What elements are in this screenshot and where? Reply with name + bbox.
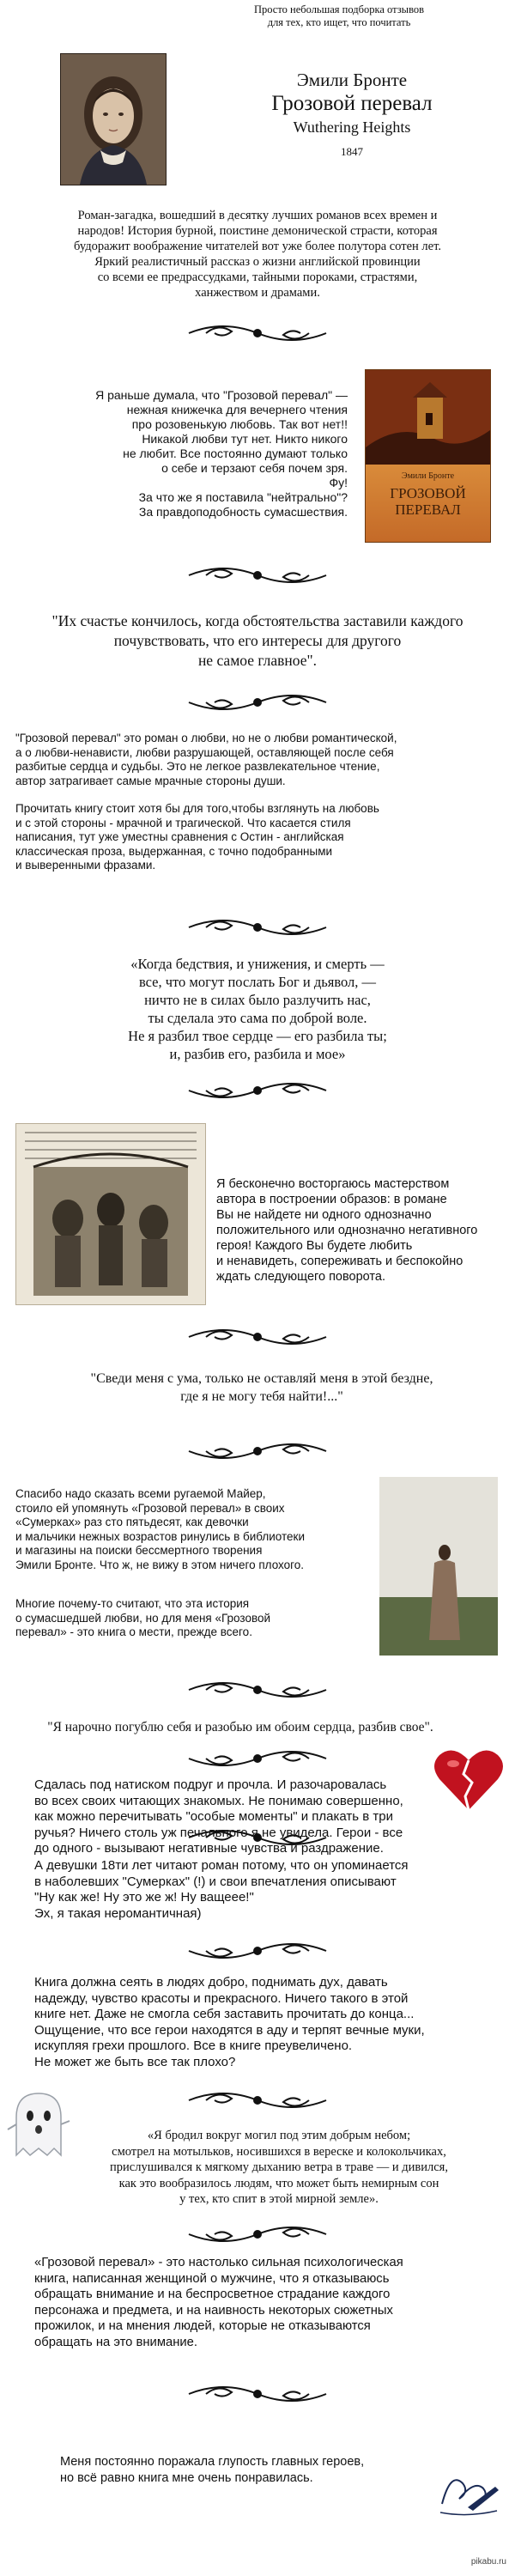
text-line: надежду, чувство красоты и прекрасного. Ничего такого в этой [34, 1990, 409, 2006]
text-line: искупляя грехи прошлого. Все в книге преувеличено. [34, 2038, 353, 2053]
text-line: разбитые сердца и судьбы. Это не легкое развлекательное чтение, [15, 760, 380, 773]
text-line: о себе и терзают себя почем зря. [161, 461, 348, 475]
woman-photo [379, 1477, 498, 1656]
text-line: Ощущение, что все герои находятся в аду и терпят вечные муки, [34, 2022, 425, 2038]
text-line: А девушки 18ти лет читают роман потому, что он упоминается [34, 1858, 409, 1873]
review-3 [216, 1176, 495, 1285]
text-line: будоражит воображение читателей вот уже более полутора сотен лет. [74, 240, 441, 253]
text-line: ханжеством и драмами. [195, 286, 320, 300]
text-line: ручья? Ничего столь уж печального я не увидела. Герои - все [34, 1825, 403, 1840]
text-line: Не может же быть все так плохо? [34, 2054, 236, 2069]
text-line: о сумасшедшей любви, но для меня «Грозовой [15, 1611, 271, 1625]
text-line: и магазины на поиски бессмертного творения [15, 1544, 263, 1557]
quote-5 [77, 2128, 481, 2208]
review-4 [15, 1487, 376, 1572]
intro-note [223, 3, 455, 29]
ornament-divider [180, 1932, 335, 1970]
ornament-divider [180, 2081, 335, 2119]
text-line: почувствовать, что его интересы для другого [113, 632, 402, 649]
review-9 [34, 2255, 489, 2350]
ornament-divider [180, 908, 335, 946]
text-line: Многие почему-то считают, что эта история [15, 1597, 250, 1610]
text-line: как можно перечитывать "особые моменты" и плакать в три [34, 1809, 393, 1824]
text-line: ты сделала это сама по доброй воле. [148, 1010, 367, 1026]
ornament-divider [180, 1432, 335, 1470]
text-line: Сдалась под натиском подруг и прочла. И разочаровалась [34, 1777, 387, 1792]
author-name: Эмили Бронте [296, 70, 408, 90]
review-7 [34, 1858, 489, 1922]
woman-in-field-image [379, 1477, 498, 1656]
ornament-divider [180, 314, 335, 352]
cover-title-line: ГРОЗОВОЙ [390, 485, 466, 501]
text-line: до одного - вызывают негативные чувства и раздражение. [34, 1841, 384, 1856]
quote-1 [17, 611, 498, 671]
text-line: "Сведи меня с ума, только не оставляй меня в этой бездне, [90, 1371, 433, 1386]
site-watermark: pikabu.ru [470, 2557, 506, 2567]
text-line: прислушивался к мягкому дыханию ветра в траве — и дивился, [110, 2160, 448, 2174]
text-line: прожилок, и на мнения людей, которые не отказываются [34, 2319, 371, 2333]
ornament-divider [180, 1072, 335, 1109]
publication-year: 1847 [341, 145, 363, 158]
text-line: где я не могу тебя найти!..." [180, 1389, 343, 1404]
text-line: написания, тут уже уместны сравнения с Остин - английская [15, 830, 344, 843]
signature-icon [433, 2463, 502, 2523]
text-line: со всеми ее предрассудками, тайными пороками, страстями, [97, 270, 418, 284]
ornament-divider [180, 1671, 335, 1709]
cover-author: Эмили Бронте [401, 471, 455, 481]
engraving-illustration [15, 1123, 206, 1305]
text-line: автора в построении образов: в романе [216, 1193, 447, 1206]
text-line: Никакой любви тут нет. Никто никого [142, 432, 348, 446]
quote-4: "Я нарочно погублю себя и разобью им обоим сердца, разбив свое". [47, 1720, 433, 1735]
text-line: «Сумерках» раз сто пятьдесят, как девочки [15, 1516, 249, 1528]
portrait-illustration [61, 54, 166, 185]
book-cover [365, 369, 491, 543]
text-line: нежная книжечка для вечернего чтения [126, 403, 348, 416]
text-line: Вы не найдете ни одного однозначно [216, 1208, 432, 1222]
text-line: обращать на это внимание. [34, 2335, 198, 2349]
text-line: ничто не в силах было разлучить нас, [144, 992, 371, 1008]
book-title: Грозовой перевал [271, 92, 433, 115]
text-line: книга, написанная женщиной о мужчине, что я отказываюсь [34, 2271, 390, 2286]
text-line: "Их счастье кончилось, когда обстоятельства заставили каждого [52, 612, 464, 629]
text-line: и с этой стороны - мрачной и трагической. Что касается стиля [15, 816, 351, 829]
text-line: перевал» - это книга о мести, прежде всего. [15, 1625, 252, 1638]
cover-illustration [366, 370, 490, 465]
text-line: в наболевших "Сумерках" (!) и свои впечатления описывают [34, 1874, 397, 1889]
text-line: За что же я поставила "нейтрально"? [138, 490, 348, 504]
paragraph-gap [15, 788, 500, 802]
text-line: За правдоподобность сумасшествия. [138, 505, 348, 519]
intro-note-line: для тех, кто ищет, что почитать [267, 16, 411, 28]
text-line: про розовенькую любовь. Так вот нет!! [131, 417, 348, 431]
text-line: все, что могут послать Бог и дьявол, — [138, 974, 377, 990]
engraving-scene [16, 1124, 205, 1304]
text-line: стоило ей упомянуть «Грозовой перевал» в своих [15, 1501, 285, 1515]
text-line: положительного или однозначно негативного [216, 1224, 478, 1237]
text-line: а о любви-ненависти, любви разрушающей, оставляющей после себя [15, 745, 394, 759]
text-line: Я бесконечно восторгаюсь мастерством [216, 1177, 450, 1191]
text-line: но всё равно книга мне очень понравилась. [60, 2470, 313, 2485]
text-line: и, разбив его, разбила и мое» [169, 1046, 346, 1062]
text-line: Спасибо надо сказать всеми ругаемой Майер, [15, 1487, 266, 1500]
text-line: как это вообразилось людям, что может быть немирным сон [118, 2176, 439, 2190]
ornament-divider [180, 1318, 335, 1356]
cover-title [366, 485, 490, 518]
review-5 [15, 1597, 376, 1640]
quote-3 [77, 1370, 446, 1406]
cover-title-line: ПЕРЕВАЛ [395, 501, 461, 518]
ornament-divider [180, 683, 335, 721]
text-line: Не я разбил твое сердце — его разбила ты; [128, 1028, 387, 1044]
text-line: Фу! [329, 476, 348, 489]
text-line: смотрел на мотыльков, носившихся в вереске и колокольчиках, [112, 2144, 446, 2159]
text-line: ждать следующего поворота. [216, 1270, 385, 1284]
text-line: «Я бродил вокруг могил под этим добрым небом; [147, 2129, 411, 2142]
text-line: героя! Каждого Вы будете любить [216, 1239, 413, 1253]
text-line: книге нет. Даже не смогла себя заставить прочитать до конца... [34, 2007, 415, 2021]
text-line: во всех своих читающих знакомых. Не понимаю совершенно, [34, 1793, 403, 1808]
text-line: у тех, кто спит в этой мирной земле». [179, 2192, 379, 2206]
text-line: Я раньше думала, что "Грозовой перевал" — [95, 388, 348, 402]
review-6 [34, 1777, 489, 1857]
original-title: Wuthering Heights [293, 118, 411, 136]
author-portrait [60, 53, 167, 185]
text-line: автор затрагивает самые мрачные стороны души. [15, 774, 286, 787]
book-title-block [232, 69, 472, 160]
ornament-divider [180, 1740, 335, 1777]
text-line: персонажа и предмета, и на наивность некоторых сюжетных [34, 2303, 393, 2318]
text-line: Прочитать книгу стоит хотя бы для того,чтобы взглянуть на любовь [15, 802, 379, 815]
ornament-divider [180, 2215, 335, 2253]
review-10 [60, 2454, 438, 2486]
intro-note-line: Просто небольшая подборка отзывов [253, 3, 425, 15]
review-2 [15, 732, 500, 873]
text-line: «Грозовой перевал» - это настолько сильная психологическая [34, 2256, 403, 2269]
text-line: Роман-загадка, вошедший в десятку лучших романов всех времен и [77, 209, 438, 222]
text-line: Книга должна сеять в людях добро, поднимать дух, давать [34, 1975, 388, 1990]
text-line: «Когда бедствия, и унижения, и смерть — [130, 956, 385, 972]
text-line: Эх, я такая неромантичная) [34, 1905, 202, 1921]
quote-2 [77, 955, 438, 1063]
text-line: Эмили Бронте. Что ж, не вижу в этом ничего плохого. [15, 1558, 305, 1571]
text-line: народов! История бурной, поистине демонической страсти, которая [77, 224, 438, 238]
text-line: обращать внимание и на беспросветное страдание каждого [34, 2287, 391, 2301]
review-1 [26, 388, 348, 519]
text-line: "Ну как же! Ну это же ж! Ну ващеее!" [34, 1890, 254, 1905]
intro-paragraph [30, 208, 485, 301]
text-line: не самое главное". [197, 652, 318, 669]
text-line: и мальчики нежных возрастов ринулись в библиотеки [15, 1529, 306, 1543]
text-line: Яркий реалистичный рассказ о жизни английской провинции [94, 255, 421, 269]
review-8 [34, 1975, 489, 2070]
text-line: и выверенными фразами. [15, 859, 156, 872]
ornament-divider [180, 556, 335, 594]
ornament-divider [180, 2375, 335, 2413]
ghost-icon [4, 2087, 73, 2160]
text-line: и ненавидеть, сопереживать и беспокойно [216, 1255, 464, 1268]
text-line: Меня постоянно поражала глупость главных героев, [60, 2455, 365, 2469]
text-line: классическая проза, выдержанная, с точно подобранными [15, 844, 333, 858]
text-line: "Грозовой перевал" это роман о любви, но не о любви романтической, [15, 732, 397, 744]
text-line: не любит. Все постоянно думают только [123, 447, 348, 460]
